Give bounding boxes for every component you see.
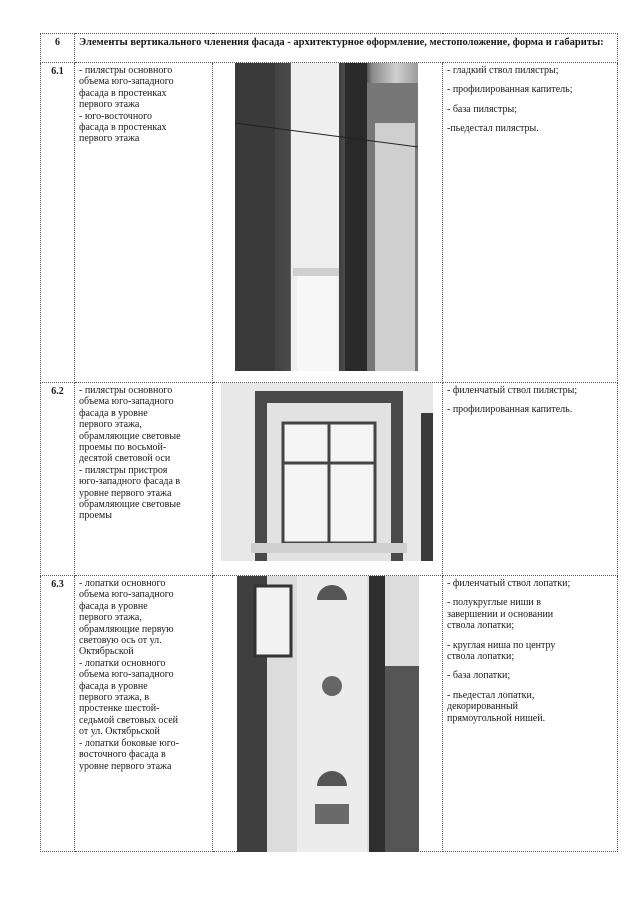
photo-cell: [213, 63, 443, 383]
element-item: - профилированная капитель.: [447, 404, 573, 416]
element-item: - профилированная капитель;: [447, 84, 573, 96]
table-row: [41, 383, 618, 576]
element-item: - круглая ниша по центру ствола лопатки;: [447, 639, 556, 663]
element-item: - пьедестал лопатки, декорированный прямоугольной нишей.: [447, 689, 546, 724]
photo-cell: [213, 383, 443, 576]
table-header-row: [41, 34, 618, 63]
row-description: [75, 383, 213, 576]
lopatka-photo: [237, 576, 419, 852]
row-elements: [443, 63, 618, 383]
photo-cell: [213, 576, 443, 852]
row-number: 6.1: [41, 63, 75, 383]
row-elements: [443, 383, 618, 576]
document-page: [40, 33, 617, 852]
element-item: -пьедестал пилястры.: [447, 123, 539, 135]
table-row: [41, 63, 618, 383]
facade-elements-table: [40, 33, 618, 852]
row-number: 6.3: [41, 576, 75, 852]
element-item: - филенчатый ствол лопатки;: [447, 578, 571, 589]
description-text: - пилястры основного объема юго-западного фасада в уровне первого этажа, обрамляющие световые проемы по восьмой- десятой световой оси - пилястры пристроя юго-западного фасада в уровне первого этажа обрамляющие световые проемы: [79, 385, 181, 522]
description-text: - пилястры основного объема юго-западного фасада в простенках первого этажа - юго-восточного фасада в простенках первого этажа: [79, 65, 174, 145]
element-item: - база лопатки;: [447, 670, 511, 682]
window-pilaster-photo: [221, 383, 433, 561]
description-text: - лопатки основного объема юго-западного фасада в уровне первого этажа, обрамляющие первую световую ось от ул. Октябрьской - лопатки основного объема юго-западного фасада в уровне первого этажа, в простенке шестой- седьмой световых осей от ул. Октябрьской - лопатки боковые юго- восточного фасада в уровне первого этажа: [79, 578, 179, 772]
element-item: - филенчатый ствол пилястры;: [447, 385, 578, 396]
table-row: [41, 576, 618, 852]
row-description: [75, 576, 213, 852]
row-elements: [443, 576, 618, 852]
element-item: - гладкий ствол пилястры;: [447, 65, 559, 76]
row-description: [75, 63, 213, 383]
element-item: - полукруглые ниши в завершении и основании ствола лопатки;: [447, 597, 554, 632]
section-number: 6: [41, 34, 75, 63]
row-number: 6.2: [41, 383, 75, 576]
element-item: - база пилястры;: [447, 103, 517, 115]
section-title: Элементы вертикального членения фасада - архитектурное оформление, местоположение, форма и габариты:: [75, 34, 618, 63]
pilaster-photo: [235, 63, 418, 371]
